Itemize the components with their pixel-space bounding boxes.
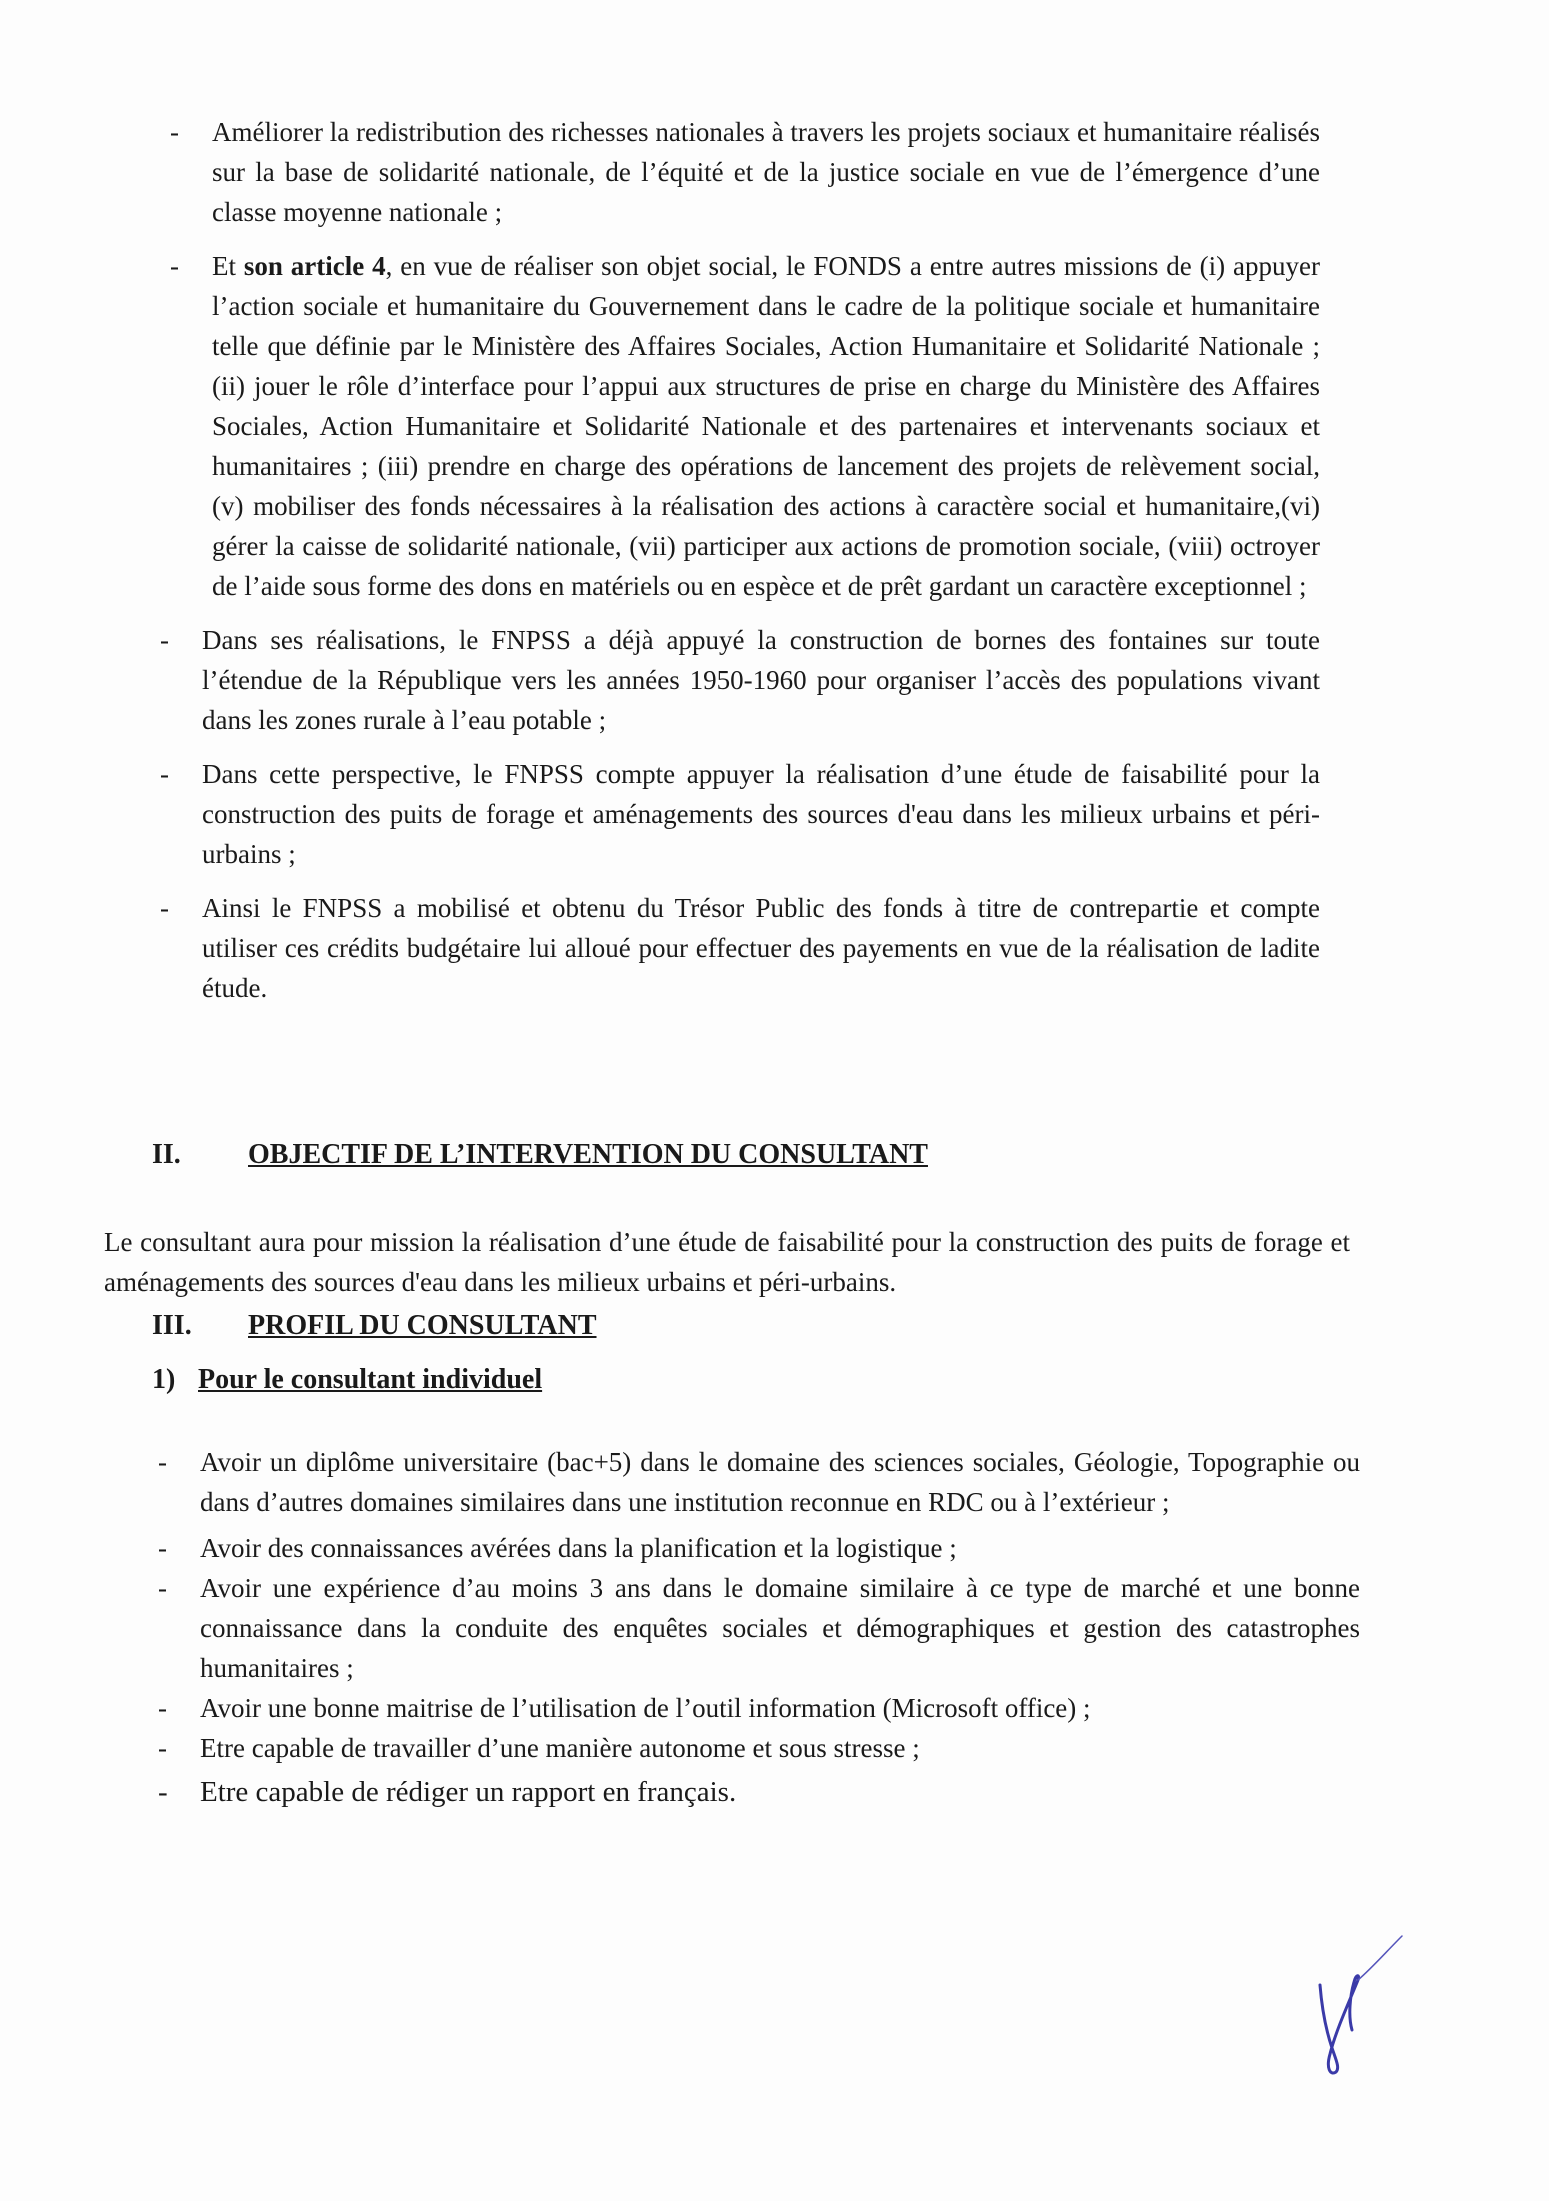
bullet-dash: -	[160, 625, 169, 655]
section-number: II.	[152, 1139, 181, 1170]
bullet-dash: -	[158, 1693, 167, 1723]
bullet-dash: -	[160, 893, 169, 923]
section-title: OBJECTIF DE L’INTERVENTION DU CONSULTANT	[248, 1139, 928, 1170]
bullet-dash: -	[160, 759, 169, 789]
list-item	[138, 1728, 1360, 1768]
subsection-number: 1)	[152, 1364, 176, 1395]
bullet-dash: -	[170, 117, 179, 147]
bullet-dash: -	[158, 1573, 167, 1603]
list-item	[140, 754, 1320, 874]
list-item	[140, 888, 1320, 1008]
bullet-text-rest: , en vue de réaliser son objet social, le FONDS a entre autres missions de (i) appuyer l’action sociale et humanitaire du Gouvernement dans le cadre de la politique sociale et humanitaire telle que définie par le Ministère des Affaires Sociales, Action Humanitaire et Solidarité Nationale ; (ii) jouer le rôle d’interface pour l’appui aux structures de prise en charge du Ministère des Affaires Sociales, Action Humanitaire et Solidarité Nationale et des partenaires et intervenants sociaux et humanitaires ; (iii) prendre en charge des opérations de lancement des projets de relèvement social, (v) mobiliser des fonds nécessaires à la réalisation des actions à caractère social et humanitaire,(vi) gérer la caisse de solidarité nationale, (vii) participer aux actions de promotion sociale, (viii) octroyer de l’aide sous forme des dons en matériels ou en espèce et de prêt gardant un caractère exceptionnel ;	[212, 251, 1320, 601]
bullet-text: Dans ses réalisations, le FNPSS a déjà appuyé la construction de bornes des fontaines sur toute l’étendue de la République vers les années 1950-1960 pour organiser l’accès des populations vivant dans les zones rurale à l’eau potable ;	[202, 625, 1320, 735]
section-title: PROFIL DU CONSULTANT	[248, 1310, 597, 1341]
subsection-heading-individuel	[152, 1362, 542, 1398]
bullet-text: Améliorer la redistribution des richesses nationales à travers les projets sociaux et humanitaire réalisés sur la base de solidarité nationale, de l’équité et de la justice sociale en vue de l’émergence d’une classe moyenne nationale ;	[212, 117, 1320, 227]
list-item	[140, 620, 1320, 740]
list-item	[138, 1528, 1360, 1568]
bullet-text-prefix: Et	[212, 251, 244, 281]
section-heading-objectif	[152, 1137, 928, 1173]
bullet-text: Etre capable de rédiger un rapport en français.	[200, 1776, 737, 1808]
intro-bullet-list	[150, 112, 1320, 1022]
section-paragraph: Le consultant aura pour mission la réalisation d’une étude de faisabilité pour la construction des puits de forage et aménagements des sources d'eau dans les milieux urbains et péri-urbains.	[104, 1227, 1350, 1297]
bullet-text: Etre capable de travailler d’une manière autonome et sous stresse ;	[200, 1733, 920, 1763]
profile-bullet-list	[138, 1442, 1360, 1812]
list-item	[138, 1442, 1360, 1522]
bullet-text: Avoir une expérience d’au moins 3 ans dans le domaine similaire à ce type de marché et une bonne connaissance dans la conduite des enquêtes sociales et démographiques et gestion des catastrophes humanitaires ;	[200, 1573, 1360, 1683]
list-item	[150, 112, 1320, 232]
bullet-dash: -	[158, 1733, 167, 1763]
list-item	[150, 246, 1320, 606]
section-heading-profil	[152, 1308, 597, 1344]
subsection-title: Pour le consultant individuel	[198, 1364, 543, 1395]
bullet-text-bold: son article 4	[243, 251, 386, 281]
bullet-text: Avoir une bonne maitrise de l’utilisation de l’outil information (Microsoft office) ;	[200, 1693, 1091, 1723]
handwritten-initials-signature	[1300, 1930, 1410, 2080]
bullet-text: Avoir des connaissances avérées dans la planification et la logistique ;	[200, 1533, 957, 1563]
bullet-dash: -	[158, 1776, 168, 1808]
list-item	[138, 1772, 1360, 1812]
bullet-text: Avoir un diplôme universitaire (bac+5) dans le domaine des sciences sociales, Géologie, Topographie ou dans d’autres domaines similaires dans une institution reconnue en RDC ou à l’extérieur ;	[200, 1447, 1360, 1517]
list-item	[138, 1568, 1360, 1688]
bullet-dash: -	[158, 1447, 167, 1477]
bullet-text: Ainsi le FNPSS a mobilisé et obtenu du Trésor Public des fonds à titre de contrepartie et compte utiliser ces crédits budgétaire lui alloué pour effectuer des payements en vue de la réalisation de ladite étude.	[202, 893, 1320, 1003]
bullet-text: Dans cette perspective, le FNPSS compte appuyer la réalisation d’une étude de faisabilité pour la construction des puits de forage et aménagements des sources d'eau dans les milieux urbains et péri-urbains ;	[202, 759, 1320, 869]
section-number: III.	[152, 1310, 192, 1341]
bullet-dash: -	[170, 251, 179, 281]
list-item	[138, 1688, 1360, 1728]
bullet-dash: -	[158, 1533, 167, 1563]
